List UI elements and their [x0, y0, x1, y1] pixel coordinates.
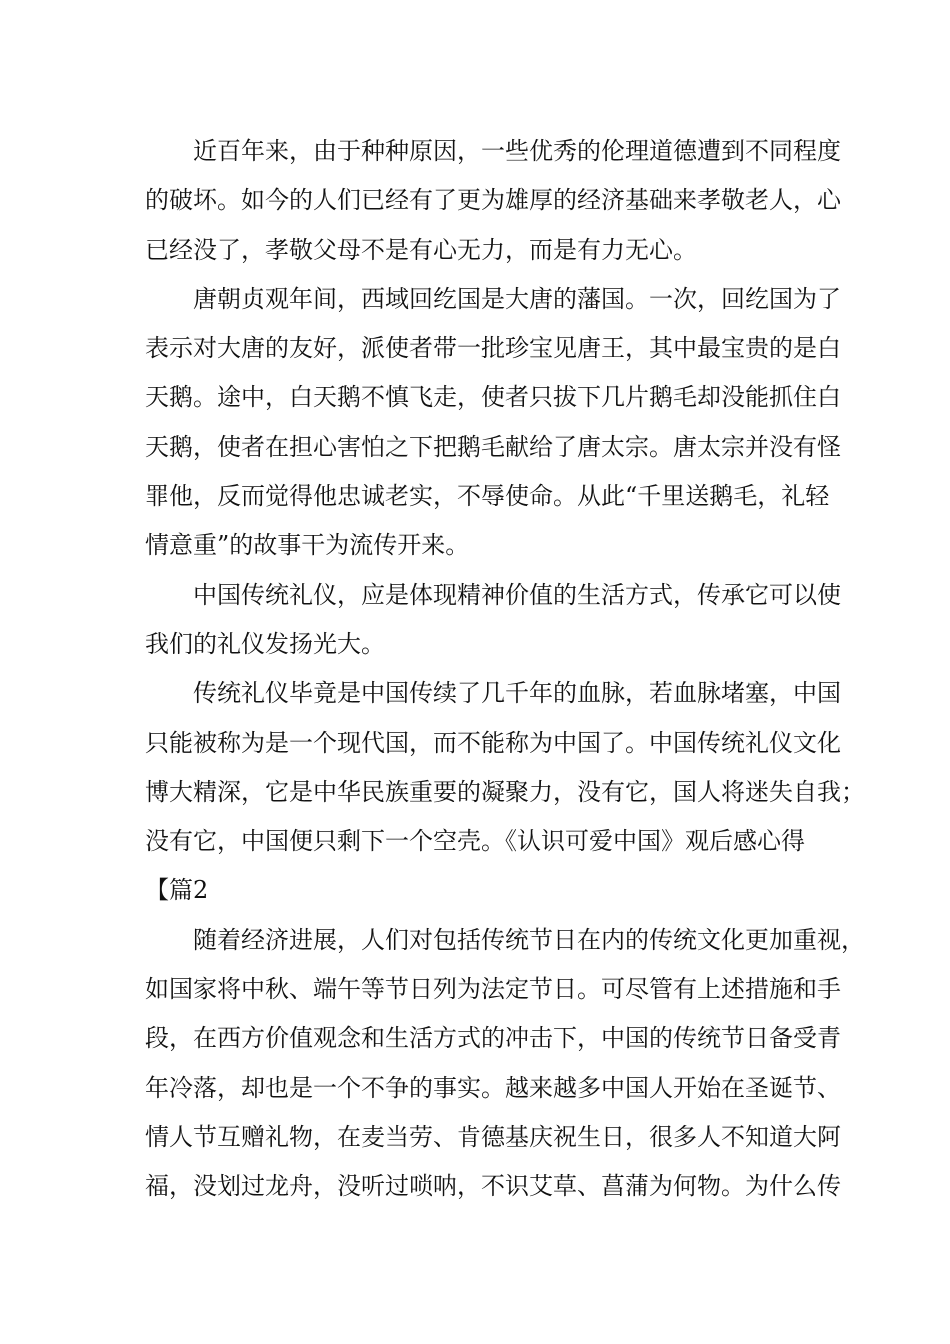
text-line: 传统礼仪毕竟是中国传续了几千年的血脉，若血脉堵塞，中国 [145, 679, 841, 708]
text-line: 我们的礼仪发扬光大。 [145, 629, 385, 658]
text-line: 已经没了，孝敬父母不是有心无力，而是有力无心。 [145, 235, 697, 264]
text-line: 唐朝贞观年间，西域回纥国是大唐的藩国。一次，回纥国为了 [145, 284, 841, 313]
text-line: 的破坏。如今的人们已经有了更为雄厚的经济基础来孝敬老人，心 [145, 186, 841, 215]
text-line: 如国家将中秋、端午等节日列为法定节日。可尽管有上述措施和手 [145, 975, 841, 1004]
text-line: 段，在西方价值观念和生活方式的冲击下，中国的传统节日备受青 [145, 1024, 841, 1053]
text-line: 随着经济进展，人们对包括传统节日在内的传统文化更加重视， [145, 925, 865, 954]
text-line: 福，没划过龙舟，没听过唢呐，不识艾草、菖蒲为何物。为什么传 [145, 1172, 841, 1201]
text-line: 天鹅，使者在担心害怕之下把鹅毛献给了唐太宗。唐太宗并没有怪 [145, 432, 841, 461]
text-line: 表示对大唐的友好，派使者带一批珍宝见唐王，其中最宝贵的是白 [145, 334, 841, 363]
text-line: 天鹅。途中，白天鹅不慎飞走，使者只拔下几片鹅毛却没能抓住白 [145, 383, 841, 412]
text-line: 罪他，反而觉得他忠诚老实，不辱使命。从此“千里送鹅毛，礼轻 [145, 482, 830, 511]
text-line: 中国传统礼仪，应是体现精神价值的生活方式，传承它可以使 [145, 580, 841, 609]
section-heading: 【篇2 [145, 876, 209, 905]
text-line: 博大精深，它是中华民族重要的凝聚力，没有它，国人将迷失自我； [145, 777, 865, 806]
text-line: 没有它，中国便只剩下一个空壳。《认识可爱中国》观后感心得 [145, 827, 805, 856]
text-line: 近百年来，由于种种原因，一些优秀的伦理道德遭到不同程度 [145, 137, 841, 165]
text-line: 情意重”的故事干为流传开来。 [145, 531, 470, 560]
text-line: 只能被称为是一个现代国，而不能称为中国了。中国传统礼仪文化 [145, 728, 841, 757]
text-line: 年冷落，却也是一个不争的事实。越来越多中国人开始在圣诞节、 [145, 1073, 841, 1102]
document-body [145, 127, 865, 1212]
text-line: 情人节互赠礼物，在麦当劳、肯德基庆祝生日，很多人不知道大阿 [145, 1122, 841, 1151]
